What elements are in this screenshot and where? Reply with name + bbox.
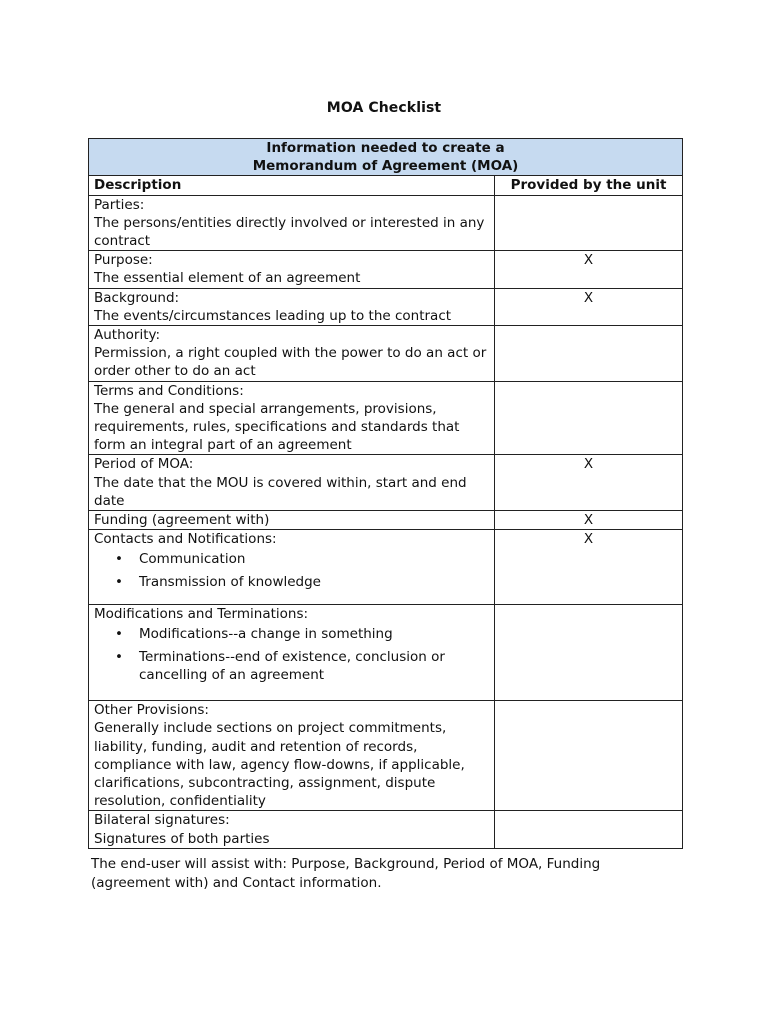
row-heading: Bilateral signatures: — [94, 812, 230, 829]
table-row — [89, 455, 683, 511]
row-description — [89, 530, 495, 605]
row-provided-mark: X — [495, 455, 683, 511]
bullet-list — [94, 625, 489, 684]
row-heading: Authority: — [94, 327, 161, 344]
row-provided-mark — [495, 195, 683, 251]
row-description — [89, 455, 495, 511]
row-provided-mark — [495, 811, 683, 848]
row-text: Generally include sections on project commitments, liability, funding, audit and retention of records, compliance with law, agency flow-downs, if applicable, clarifications, subcontracting, assignment, dispute resolution, confidentiality — [94, 720, 465, 810]
table-row — [89, 511, 683, 530]
row-description — [89, 288, 495, 325]
row-text: The essential element of an agreement — [94, 270, 361, 287]
banner-line-1: Information needed to create a — [266, 140, 505, 156]
row-provided-mark: X — [495, 511, 683, 530]
row-provided-mark — [495, 381, 683, 455]
bullet-text: Terminations--end of existence, conclusion or cancelling of an agreement — [139, 648, 445, 683]
bullet-list — [94, 550, 489, 590]
bullet-icon: • — [115, 573, 123, 590]
row-provided-mark: X — [495, 288, 683, 325]
bullet-text: Transmission of knowledge — [139, 573, 321, 590]
row-heading: Background: — [94, 289, 180, 306]
bullet-item — [115, 573, 489, 591]
row-heading: Contacts and Notifications: — [94, 531, 277, 548]
row-description — [89, 251, 495, 288]
row-text: The date that the MOU is covered within, start and end date — [94, 474, 467, 509]
row-text: Permission, a right coupled with the power to do an act or order other to do an act — [94, 345, 487, 380]
row-provided-mark — [495, 701, 683, 811]
row-text: The events/circumstances leading up to the contract — [94, 307, 452, 324]
bullet-item — [115, 625, 489, 643]
bullet-icon: • — [115, 648, 123, 665]
column-header-provided: Provided by the unit — [495, 176, 683, 195]
bullet-item — [115, 648, 489, 684]
row-text: The general and special arrangements, provisions, requirements, rules, specifications and standards that form an integral part of an agreement — [94, 400, 460, 454]
row-provided-mark — [495, 605, 683, 701]
table-row — [89, 701, 683, 811]
row-heading: Other Provisions: — [94, 702, 209, 719]
row-heading: Purpose: — [94, 252, 153, 269]
table-row — [89, 195, 683, 251]
table-row — [89, 811, 683, 848]
table-body — [89, 195, 683, 848]
bullet-text: Communication — [139, 551, 246, 568]
bullet-item — [115, 550, 489, 568]
table-banner — [89, 139, 683, 176]
bullet-icon: • — [115, 551, 123, 568]
row-text: Signatures of both parties — [94, 830, 270, 847]
bullet-icon: • — [115, 626, 123, 643]
row-heading: Parties: — [94, 196, 145, 213]
row-description — [89, 605, 495, 701]
table-banner-row — [89, 139, 683, 176]
table-row — [89, 381, 683, 455]
row-text: The persons/entities directly involved or interested in any contract — [94, 214, 485, 250]
banner-line-2: Memorandum of Agreement (MOA) — [252, 158, 519, 175]
row-description — [89, 326, 495, 382]
row-description — [89, 381, 495, 455]
page-title: MOA Checklist — [326, 100, 442, 116]
row-description — [89, 701, 495, 811]
column-header-description: Description — [89, 176, 495, 195]
row-heading: Funding (agreement with) — [94, 512, 270, 529]
table-row — [89, 326, 683, 382]
row-description — [89, 195, 495, 251]
table-row — [89, 288, 683, 325]
table-row — [89, 605, 683, 701]
table-row — [89, 530, 683, 605]
table-header-row — [89, 176, 683, 195]
row-description — [89, 511, 495, 530]
row-description — [89, 811, 495, 848]
row-heading: Terms and Conditions: — [94, 382, 244, 399]
table-row — [89, 251, 683, 288]
row-heading: Modifications and Terminations: — [94, 606, 309, 623]
row-heading: Period of MOA: — [94, 456, 194, 473]
moa-checklist-table — [88, 138, 683, 849]
row-provided-mark: X — [495, 251, 683, 288]
bullet-text: Modifications--a change in something — [139, 626, 393, 643]
row-provided-mark — [495, 326, 683, 382]
row-provided-mark: X — [495, 530, 683, 605]
footnote: The end-user will assist with: Purpose, Background, Period of MOA, Funding (agreement with) and Contact information. — [91, 856, 601, 891]
